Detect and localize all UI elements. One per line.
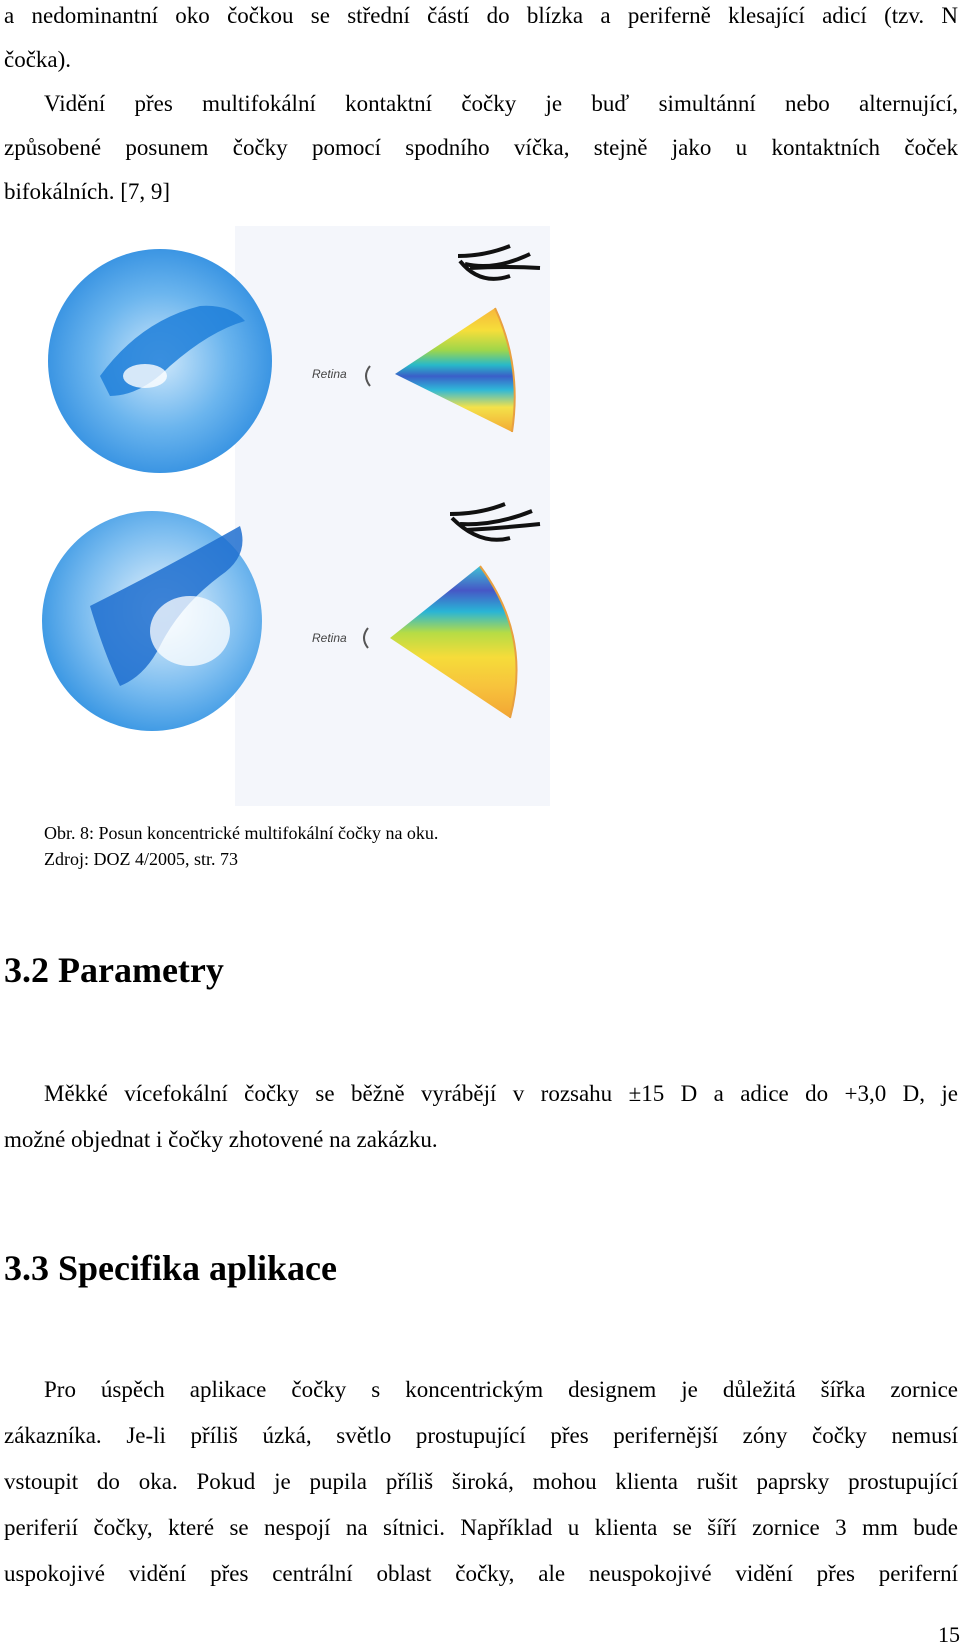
- section-3-3-line-5: uspokojivé vidění přes centrální oblast čočky, ale neuspokojivé vidění přes periferní: [4, 1561, 958, 1586]
- section-3-3-line-1: Pro úspěch aplikace čočky s koncentrickým designem je důležitá šířka zornice: [44, 1377, 958, 1402]
- intro-line-3: Vidění přes multifokální kontaktní čočky je buď simultánní nebo alternující,: [44, 91, 958, 116]
- intro-line-4: způsobené posunem čočky pomocí spodního víčka, stejně jako u kontaktních čoček: [4, 135, 958, 160]
- section-3-3-line-3: vstoupit do oka. Pokud je pupila příliš široká, mohou klienta rušit paprsky prostupující: [4, 1469, 958, 1494]
- intro-line-2: čočka).: [4, 47, 72, 72]
- section-3-3-line-4: periferií čočky, které se nespojí na sítnici. Například u klienta se šíří zornice 3 mm bude: [4, 1515, 958, 1540]
- retina-label-bottom: Retina: [312, 631, 347, 645]
- section-heading-3-2: 3.2 Parametry: [4, 950, 224, 990]
- page-number: 15: [938, 1622, 960, 1647]
- eye-highlight-top: [123, 364, 167, 388]
- eye-highlight-bottom: [150, 596, 230, 666]
- section-heading-3-3: 3.3 Specifika aplikace: [4, 1248, 338, 1288]
- figure-lens-shift: [40, 226, 580, 806]
- background-panel: [235, 226, 550, 806]
- intro-line-5: bifokálních. [7, 9]: [4, 179, 171, 204]
- figure-caption-line-1: Obr. 8: Posun koncentrické multifokální čočky na oku.: [44, 823, 439, 843]
- section-3-2-line-1: Měkké vícefokální čočky se běžně vyrábějí v rozsahu ±15 D a adice do +3,0 D, je: [44, 1081, 958, 1106]
- figure-caption-source: Zdroj: DOZ 4/2005, str. 73: [44, 849, 238, 869]
- section-3-3-line-2: zákazníka. Je-li příliš úzká, světlo prostupující přes perifernější zóny čočky nemusí: [4, 1423, 958, 1448]
- retina-label-top: Retina: [312, 367, 347, 381]
- intro-line-1: a nedominantní oko čočkou se střední částí do blízka a periferně klesající adicí (tzv. N: [4, 3, 958, 28]
- figure-illustration: [40, 226, 580, 806]
- section-3-2-line-2: možné objednat i čočky zhotovené na zakázku.: [4, 1127, 438, 1152]
